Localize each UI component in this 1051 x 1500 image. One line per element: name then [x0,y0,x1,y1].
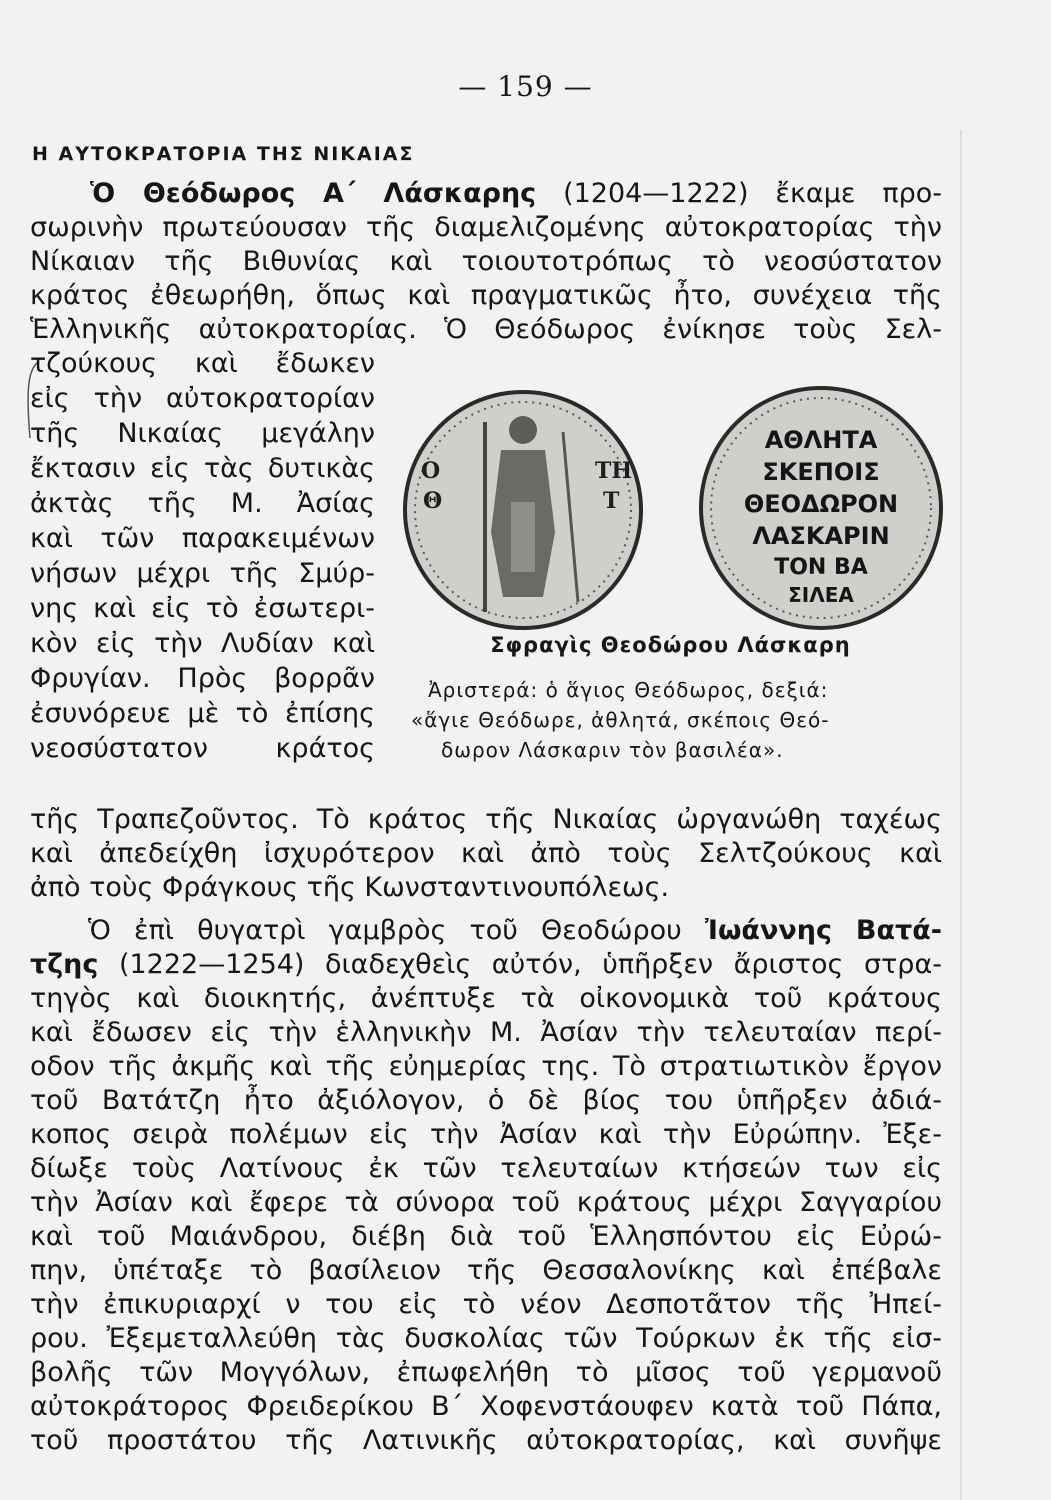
p1-narrow-line: ἔκτασιν εἰς τὰς δυτικὰς [30,453,375,484]
p1-narrow-line: νης καὶ εἰς τὸ ἐσωτερι- [30,593,375,624]
p1-narrow-line: νεοσύστατον κράτος [30,733,375,764]
coin-inscription-line: ΣΚΕΠΟΙΣ [762,458,880,486]
p1-narrow-line: ἐσυνόρευε μὲ τὸ ἐπίσης [30,698,375,729]
emperor-name-part2: τζης [30,949,99,980]
p2-line-2-rest: (1222—1254) διαδεχθεὶς αὐτόν, ὑπῆρξεν ἄριστος στρα- [118,949,942,980]
p1-narrow-line: ἀκτὰς τῆς Μ. Ἀσίας [30,488,375,519]
p1-narrow-line: εἰς τὴν αὐτοκρατορίαν [30,383,375,414]
p1-narrow-line: τῆς Νικαίας μεγάλην [30,418,375,449]
p1-line: τῆς Τραπεζοῦντος. Τὸ κράτος τῆς Νικαίας ὠργανώθη ταχέως [30,804,942,835]
p1-narrow-line: τζούκους καὶ ἔδωκεν [30,348,375,379]
p2-line: καὶ ἔδωσεν εἰς τὴν ἑλληνικὴν Μ. Ἀσίαν τὴν τελευταίαν περί- [30,1017,942,1048]
running-head: Η ΑΥΤΟΚΡΑΤΟΡΙΑ ΤΗΣ ΝΙΚΑΙΑΣ [32,143,415,165]
p2-line-1 [30,914,942,948]
p1-narrow-line: καὶ τῶν παρακειμένων [30,523,375,554]
p1-line-1 [30,177,942,211]
coin-inscription-line: ΘΕΟΔΩΡΟΝ [743,490,899,518]
p2-line-1-start: Ὁ ἐπὶ θυγατρὶ γαμβρὸς τοῦ Θεοδώρου [88,915,682,946]
p2-line-2 [30,948,942,982]
p2-line: οδον τῆς ἀκμῆς καὶ τῆς εὐημερίας της. Τὸ στρατιωτικὸν ἔργον [30,1051,942,1082]
p2-line: τὴν ἐπικυριαρχί ν του εἰς τὸ νέον Δεσποτᾶτον τῆς Ἠπεί- [30,1289,942,1320]
emperor-name-part1: Ἰωάννης Βατά- [704,915,943,946]
p1-line: Ἑλληνικῆς αὐτοκρατορίας. Ὁ Θεόδωρος ἐνίκησε τοὺς Σελ- [30,314,942,345]
seal-obverse [405,392,641,628]
p2-line: τοῦ προστάτου τῆς Λατινικῆς αὐτοκρατορίας, καὶ συνῆψε [30,1425,942,1456]
p1-line: Νίκαιαν τῆς Βιθυνίας καὶ τοιουτοτρόπως τὸ νεοσύστατον [30,246,942,277]
p2-line: δίωξε τοὺς Λατίνους ἐκ τῶν τελευταίων κτήσεών των εἰς [30,1153,942,1184]
p1-line: κράτος ἐθεωρήθη, ὅπως καὶ πραγματικῶς ἦτο, συνέχεια τῆς [30,280,942,311]
figure-caption-line: δωρον Λάσκαριν τὸν βασιλέα». [441,738,784,762]
coin-inscription-line: ΛΑΣΚΑΡΙΝ [752,522,890,550]
p1-narrow-line: κὸν εἰς τὴν Λυδίαν καὶ [30,628,375,659]
p2-line: ρου. Ἐξεμεταλλεύθη τὰς δυσκολίας τῶν Τούρκων ἐκ τῆς εἰσ- [30,1323,942,1354]
page-number: — 159 — [458,70,593,103]
p1-narrow-line: νήσων μέχρι τῆς Σμύρ- [30,558,375,589]
p2-line: τηγὸς καὶ διοικητής, ἀνέπτυξε τὰ οἰκονομικὰ τοῦ κράτους [30,983,942,1014]
coin-inscription-line: ΣΙΛΕΑ [788,583,854,607]
p2-line: καὶ τοῦ Μαιάνδρου, διέβη διὰ τοῦ Ἑλλησπόντου εἰς Εὐρώ- [30,1221,942,1252]
p2-line: βολῆς τῶν Μογγόλων, ἐπωφελήθη τὸ μῖσος τοῦ γερμανοῦ [30,1357,942,1388]
coin-inscription-line: ΑΘΛΗΤΑ [764,426,878,454]
figure-title: Σφραγὶς Θεοδώρου Λάσκαρη [490,633,851,657]
figure-caption-line: «ἅγιε Θεόδωρε, ἀθλητά, σκέποις Θεό- [411,708,830,732]
coin-left-letter: ΤΗ [595,458,633,484]
p1-line-1-rest: (1204—1222) ἔκαμε προ- [563,178,942,209]
p2-line: τὴν Ἀσίαν καὶ ἔφερε τὰ σύνορα τοῦ κράτους μέχρι Σαγγαρίου [30,1187,942,1218]
p1-line: καὶ ἀπεδείχθη ἰσχυρότερον καὶ ἀπὸ τοὺς Σελτζούκους καὶ [30,838,942,869]
coin-left-letter: Θ [423,488,443,514]
p1-narrow-line: Φρυγίαν. Πρὸς βορρᾶν [30,663,375,694]
coin-left-letter: Ο [421,458,441,484]
p2-line: πην, ὑπέταξε τὸ βασίλειον τῆς Θεσσαλονίκης καὶ ἐπέβαλε [30,1255,942,1286]
coin-inscription-line: ΤΟΝ ΒΑ [774,555,868,580]
page-crease [960,130,962,1500]
p2-line: κοπος σειρὰ πολέμων εἰς τὴν Ἀσίαν καὶ τὴν Εὐρώπην. Ἐξε- [30,1119,942,1150]
p2-line: αὐτοκράτορος Φρειδερίκου Β΄ Χοφενστάουφεν κατὰ τοῦ Πάπα, [30,1391,942,1422]
coin-left-letter: Τ [603,488,620,514]
lead-name: Ὁ Θεόδωρος Α΄ Λάσκαρης [90,178,537,209]
p1-line: σωρινὴν πρωτεύουσαν τῆς διαμελιζομένης αὐτοκρατορίας τὴν [30,212,942,243]
seal-figure [383,382,958,634]
figure-caption-line: Ἀριστερά: ὁ ἅγιος Θεόδωρος, δεξιά: [428,678,829,702]
p1-line-last: ἀπὸ τοὺς Φράγκους τῆς Κωνσταντινουπόλεως. [30,872,670,903]
p2-line: τοῦ Βατάτζη ἦτο ἀξιόλογον, ὁ δὲ βίος του ὑπῆρξεν ἀδιά- [30,1085,942,1116]
seal-reverse [701,388,941,628]
